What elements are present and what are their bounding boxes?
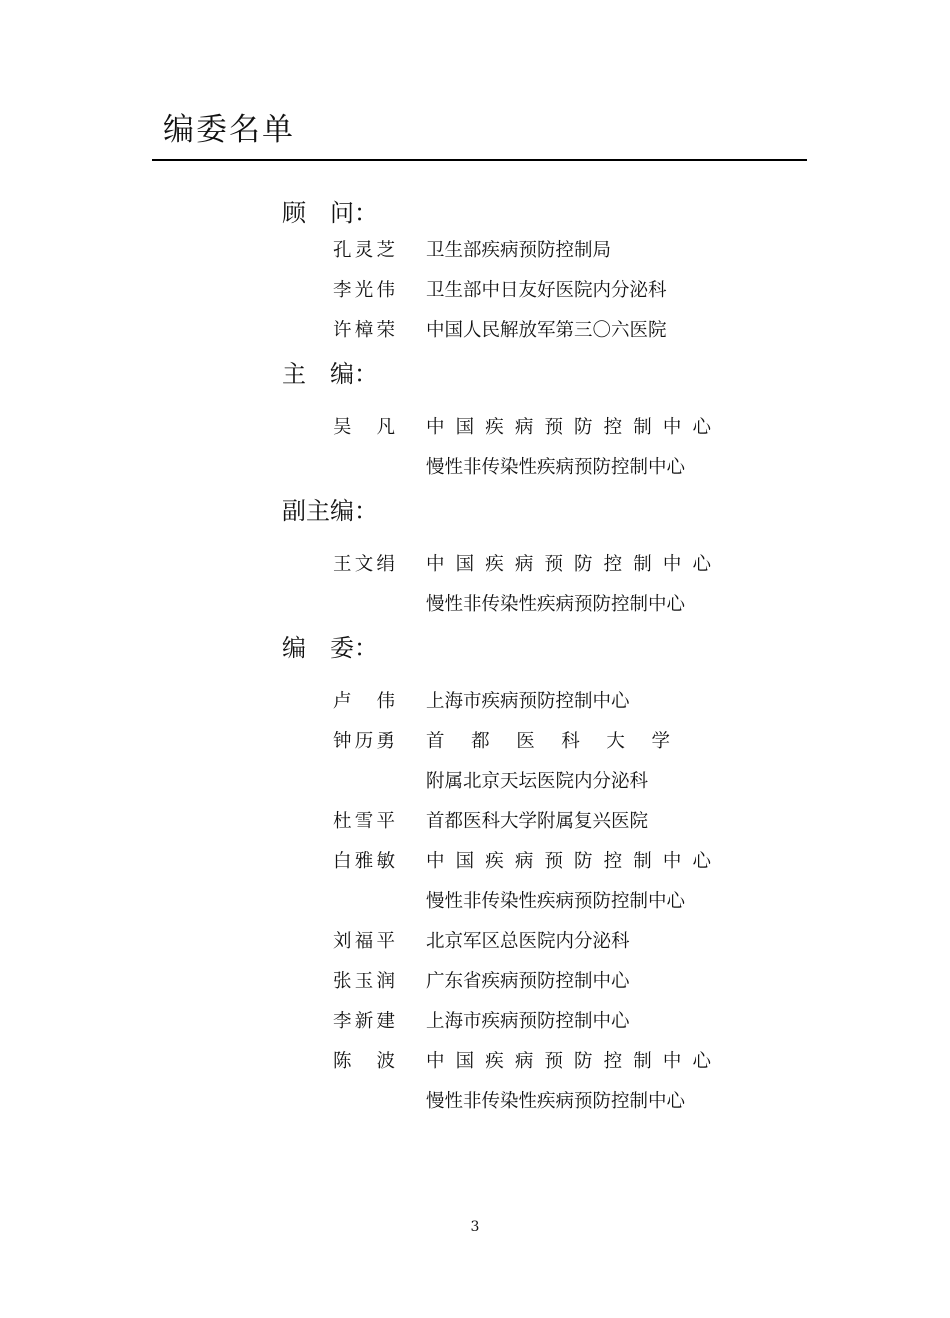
member-name: 王文绢 (333, 554, 395, 575)
member-name: 刘福平 (333, 931, 395, 952)
section-heading-chief-editor: 主 编： (282, 360, 378, 388)
section-heading-advisors: 顾 问： (282, 199, 378, 227)
member-affiliation: 上海市疾病预防控制中心 (426, 691, 630, 712)
list-item (282, 231, 742, 271)
member-name: 孔灵芝 (333, 240, 395, 261)
list-item (282, 962, 742, 1002)
section-heading-deputy-chief-editor: 副主编： (282, 497, 378, 525)
list-item (282, 1042, 742, 1122)
member-name: 钟历勇 (333, 731, 395, 752)
list-item (282, 1002, 742, 1042)
member-name: 陈 波 (333, 1051, 395, 1072)
list-item (282, 722, 742, 802)
member-affiliation: 中国疾病预防控制中心 (426, 417, 711, 438)
list-item (282, 271, 742, 311)
member-affiliation: 慢性非传染性疾病预防控制中心 (426, 594, 686, 615)
page-number: 3 (470, 1219, 480, 1235)
member-affiliation: 卫生部中日友好医院内分泌科 (426, 280, 667, 301)
page-title: 编委名单 (163, 112, 295, 148)
member-affiliation: 中国疾病预防控制中心 (426, 851, 711, 872)
member-affiliation: 卫生部疾病预防控制局 (426, 240, 612, 261)
member-affiliation: 北京军区总医院内分泌科 (426, 931, 630, 952)
member-affiliation: 中国疾病预防控制中心 (426, 554, 711, 575)
member-name: 白雅敏 (333, 851, 395, 872)
list-item (282, 922, 742, 962)
member-name: 李光伟 (333, 280, 395, 301)
list-item (282, 842, 742, 922)
member-affiliation: 慢性非传染性疾病预防控制中心 (426, 1091, 686, 1112)
member-affiliation: 上海市疾病预防控制中心 (426, 1011, 630, 1032)
member-name: 卢 伟 (333, 691, 395, 712)
list-item (282, 802, 742, 842)
member-affiliation: 首都医科大学 (426, 731, 670, 752)
member-name: 杜雪平 (333, 811, 395, 832)
list-item (282, 408, 742, 488)
list-item (282, 682, 742, 722)
member-affiliation: 慢性非传染性疾病预防控制中心 (426, 891, 686, 912)
editorial-list (282, 195, 742, 1122)
member-name: 吴 凡 (333, 417, 395, 438)
list-item (282, 545, 742, 625)
member-affiliation: 中国人民解放军第三〇六医院 (426, 320, 667, 341)
member-affiliation: 广东省疾病预防控制中心 (426, 971, 630, 992)
title-divider (152, 159, 807, 161)
member-affiliation: 附属北京天坛医院内分泌科 (426, 771, 649, 792)
section-heading-editorial-board: 编 委： (282, 634, 378, 662)
member-name: 张玉润 (333, 971, 395, 992)
member-affiliation: 首都医科大学附属复兴医院 (426, 811, 649, 832)
member-affiliation: 中国疾病预防控制中心 (426, 1051, 711, 1072)
member-affiliation: 慢性非传染性疾病预防控制中心 (426, 457, 686, 478)
member-name: 许樟荣 (333, 320, 395, 341)
member-name: 李新建 (333, 1011, 395, 1032)
list-item (282, 311, 742, 351)
